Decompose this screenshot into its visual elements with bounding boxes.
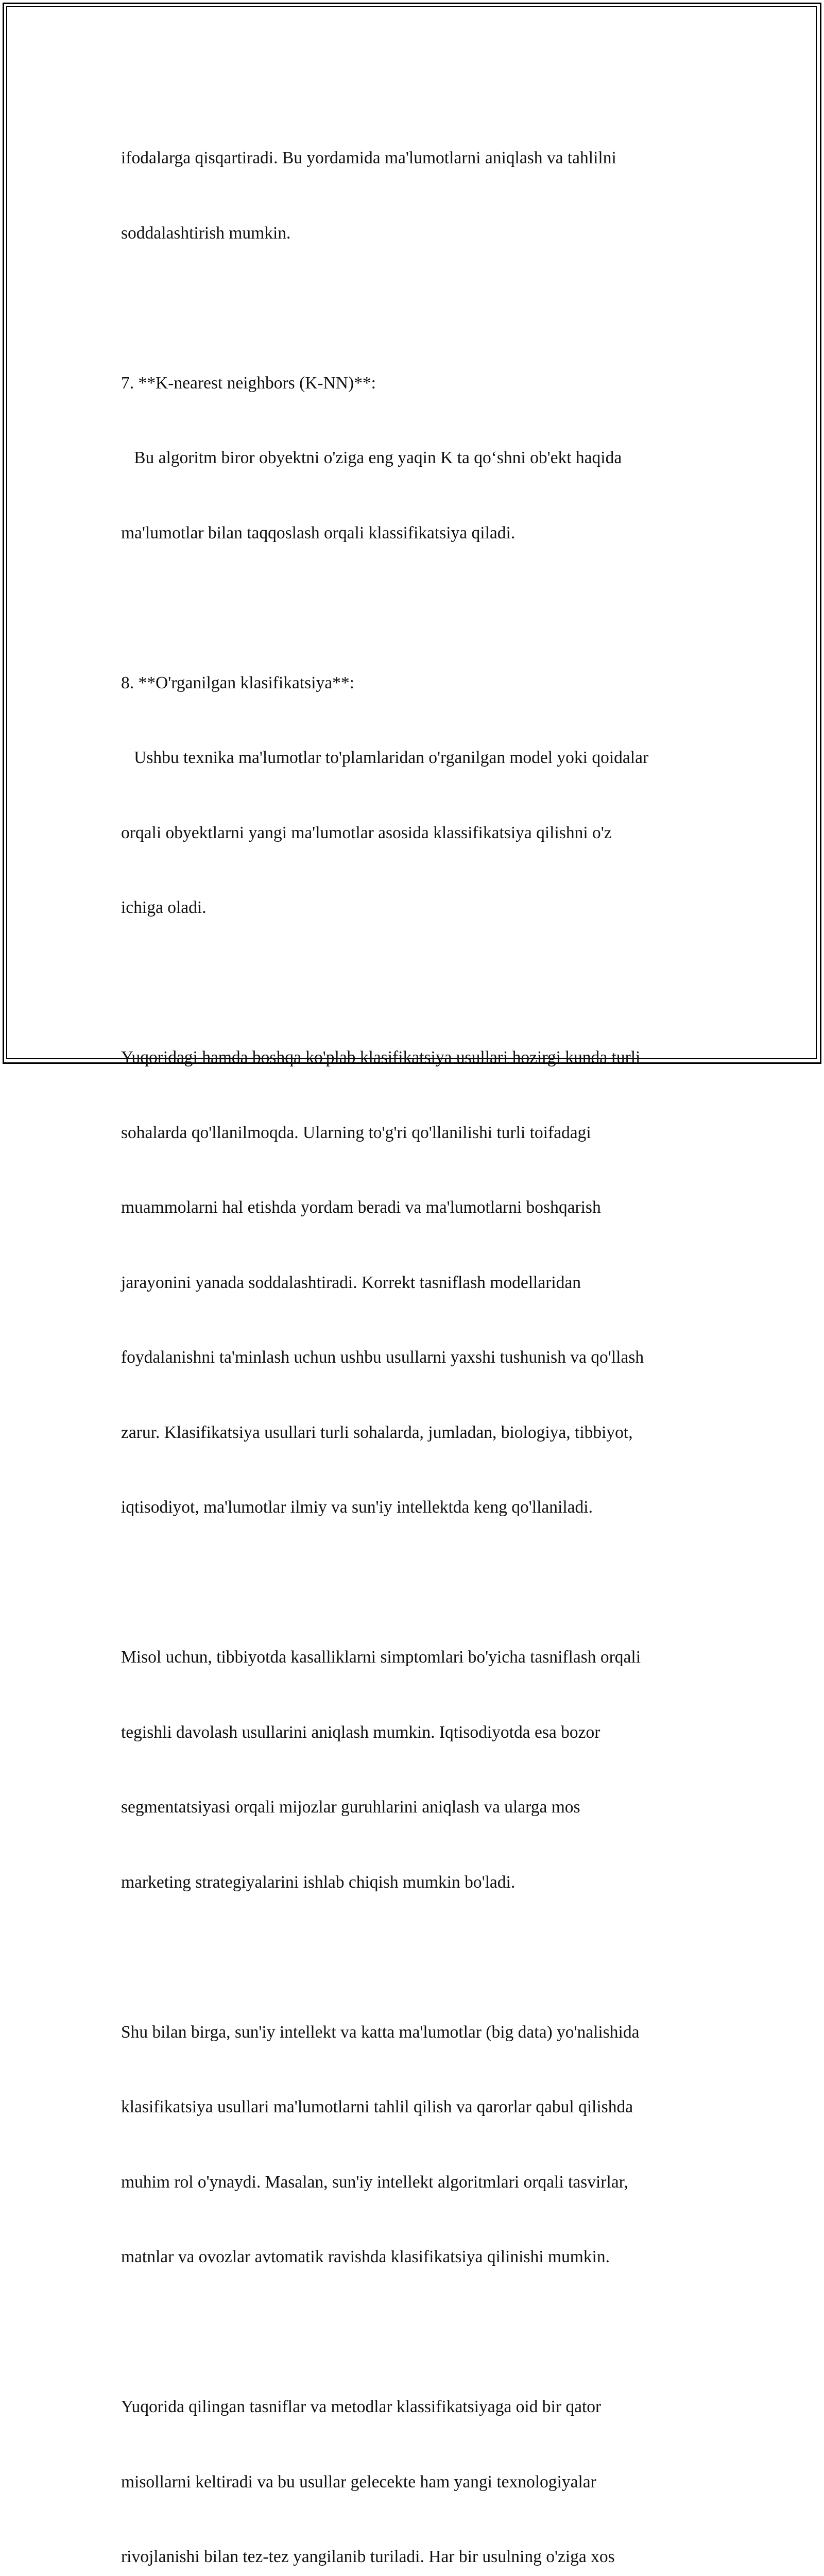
text-line: Shu bilan birga, sun'iy intellekt va katta ma'lumotlar (big data) yo'nalishida — [121, 2022, 640, 2042]
paragraph-example — [121, 1595, 724, 1945]
text-line: foydalanishni ta'minlash uchun ushbu usullarni yaxshi tushunish va qo'llash — [121, 1348, 644, 1367]
text-line: matnlar va ovozlar avtomatik ravishda klasifikatsiya qilinishi mumkin. — [121, 2247, 610, 2266]
text-line: muammolarni hal etishda yordam beradi va ma'lumotlarni boshqarish — [121, 1198, 601, 1217]
document-body — [121, 96, 724, 2576]
text-line: Misol uchun, tibbiyotda kasalliklarni simptomlari bo'yicha tasniflash orqali — [121, 1648, 641, 1667]
text-line: klasifikatsiya usullari ma'lumotlarni tahlil qilish va qarorlar qabul qilishda — [121, 2097, 633, 2116]
text-line: Bu algoritm biror obyektni o'ziga eng yaqin K ta qo‘shni ob'ekt haqida — [121, 448, 622, 467]
list-item-heading: 8. **O'rganilgan klasifikatsiya**: — [121, 673, 354, 692]
text-line: Yuqorida qilingan tasniflar va metodlar klassifikatsiyaga oid bir qator — [121, 2397, 602, 2416]
paragraph-intro-continuation — [121, 96, 724, 296]
text-line: jarayonini yanada soddalashtiradi. Korrekt tasniflash modellaridan — [121, 1273, 581, 1292]
text-line: sohalarda qo'llanilmoqda. Ularning to'g'ri qo'llanilishi turli toifadagi — [121, 1123, 591, 1142]
list-item-heading: 7. **K-nearest neighbors (K-NN)**: — [121, 373, 376, 393]
text-line: segmentatsiyasi orqali mijozlar guruhlarini aniqlash va ularga mos — [121, 1798, 580, 1817]
text-line: ifodalarga qisqartiradi. Bu yordamida ma'lumotlarni aniqlash va tahlilni — [121, 148, 616, 167]
paragraph-learned-classification — [121, 621, 724, 971]
text-line: Ushbu texnika ma'lumotlar to'plamlaridan o'rganilgan model yoki qoidalar — [121, 748, 649, 767]
text-line: tegishli davolash usullarini aniqlash mumkin. Iqtisodiyotda esa bozor — [121, 1722, 600, 1742]
text-line: orqali obyektlarni yangi ma'lumotlar asosida klassifikatsiya qilishni o'z — [121, 823, 612, 842]
text-line: ichiga oladi. — [121, 898, 207, 917]
text-line: rivojlanishi bilan tez-tez yangilanib turiladi. Har bir usulning o'ziga xos — [121, 2547, 615, 2566]
text-line: iqtisodiyot, ma'lumotlar ilmiy va sun'iy intellektda keng qo'llaniladi. — [121, 1498, 593, 1517]
paragraph-conclusion — [121, 2345, 724, 2576]
text-line: misollarni keltiradi va bu usullar gelecekte ham yangi texnologiyalar — [121, 2472, 596, 2492]
paragraph-ai — [121, 1970, 724, 2320]
text-line: muhim rol o'ynaydi. Masalan, sun'iy intellekt algoritmlari orqali tasvirlar, — [121, 2172, 628, 2192]
text-line: zarur. Klasifikatsiya usullari turli sohalarda, jumladan, biologiya, tibbiyot, — [121, 1422, 633, 1442]
text-line: marketing strategiyalarini ishlab chiqish mumkin bo'ladi. — [121, 1872, 516, 1892]
text-line: ma'lumotlar bilan taqqoslash orqali klassifikatsiya qiladi. — [121, 523, 516, 543]
text-line: Yuqoridagi hamda boshqa ko'plab klasifikatsiya usullari hozirgi kunda turli — [121, 1048, 641, 1067]
text-line: soddalashtirish mumkin. — [121, 223, 291, 243]
paragraph-knn — [121, 321, 724, 596]
paragraph-summary — [121, 995, 724, 1570]
